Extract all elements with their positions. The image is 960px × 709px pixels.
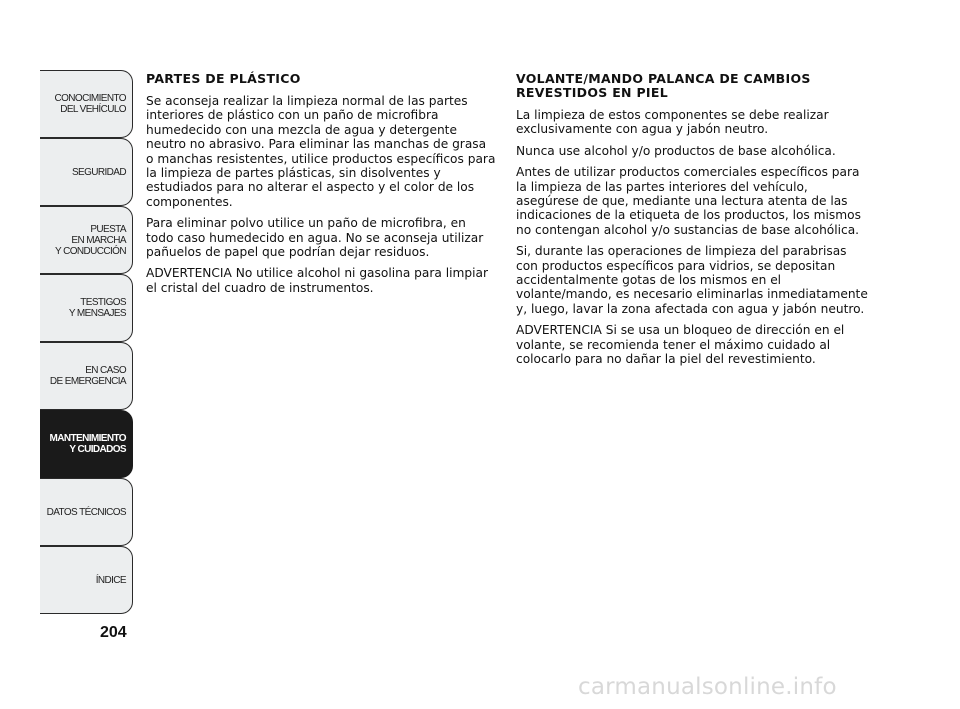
page-number: 204 <box>100 624 127 641</box>
section-heading-plastic-parts: PARTES DE PLÁSTICO <box>146 71 301 86</box>
tab-testigos-y-mensajes[interactable] <box>40 274 133 342</box>
tab-en-caso-de-emergencia[interactable] <box>40 342 133 410</box>
tab-conocimiento-del-vehiculo[interactable] <box>40 70 133 138</box>
tab-label: ÍNDICE <box>95 574 126 586</box>
right-column <box>516 72 872 374</box>
tab-seguridad[interactable] <box>40 138 133 206</box>
paragraph: Antes de utilizar productos comerciales específicos para la limpieza de las partes interiores del vehículo, asegúrese de que, mediante una lectura atenta de las indicaciones de la etiqueta de los productos, los mismos no contengan alcohol y/o sustancias de base alcohólica. <box>516 165 861 237</box>
left-column <box>146 72 496 302</box>
tab-label: EN CASO DE EMERGENCIA <box>49 365 126 387</box>
tab-label: MANTENIMIENTO Y CUIDADOS <box>49 433 126 455</box>
watermark: carmanualsonline.info <box>578 674 837 700</box>
paragraph: Para eliminar polvo utilice un paño de microfibra, en todo caso humedecido en agua. No se aconseja utilizar pañuelos de papel que podrían dejar residuos. <box>146 216 484 260</box>
paragraph: Se aconseja realizar la limpieza normal de las partes interiores de plástico con un paño de microfibra humedecido con una mezcla de agua y detergente neutro no abrasivo. Para eliminar las manchas de grasa o manchas resistentes, utilice productos específicos para la limpieza de partes plásticas, sin disolventes y estudiados para no alterar el aspecto y el color de los componentes. <box>146 94 496 209</box>
paragraph: Nunca use alcohol y/o productos de base alcohólica. <box>516 143 836 158</box>
warning-paragraph: ADVERTENCIA Si se usa un bloqueo de dirección en el volante, se recomienda tener el máximo cuidado al colocarlo para no dañar la piel del revestimiento. <box>516 323 845 367</box>
paragraph: La limpieza de estos componentes se debe realizar exclusivamente con agua y jabón neutro. <box>516 108 829 137</box>
section-heading-leather-steering: VOLANTE/MANDO PALANCA DE CAMBIOS REVESTIDOS EN PIEL <box>516 71 811 100</box>
tab-puesta-en-marcha[interactable] <box>40 206 133 274</box>
warning-paragraph: ADVERTENCIA No utilice alcohol ni gasolina para limpiar el cristal del cuadro de instrumentos. <box>146 266 488 295</box>
tab-mantenimiento-y-cuidados[interactable] <box>40 410 133 478</box>
tab-label: CONOCIMIENTO DEL VEHÍCULO <box>54 93 126 115</box>
tab-indice[interactable] <box>40 546 133 614</box>
tab-label: DATOS TÉCNICOS <box>46 506 126 518</box>
tab-label: PUESTA EN MARCHA Y CONDUCCIÓN <box>55 223 126 257</box>
tab-label: SEGURIDAD <box>71 166 126 178</box>
tab-datos-tecnicos[interactable] <box>40 478 133 546</box>
paragraph: Si, durante las operaciones de limpieza del parabrisas con productos específicos para vidrios, se depositan accidentalmente gotas de los mismos en el volante/mando, es necesario eliminarlas inmediatamente y, luego, lavar la zona afectada con agua y jabón neutro. <box>516 244 868 316</box>
tab-label: TESTIGOS Y MENSAJES <box>68 297 126 319</box>
